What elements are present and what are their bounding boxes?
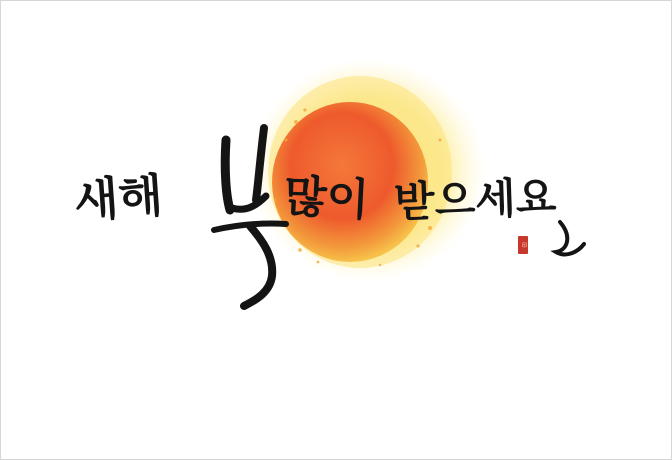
seal-text: 印: [520, 242, 527, 248]
red-seal-stamp: [518, 236, 528, 254]
word-badeuseyo: 받으세요: [393, 172, 558, 227]
new-year-greeting: [60, 165, 600, 285]
word-saehae: 새해: [72, 167, 165, 229]
word-mani: 많이: [282, 170, 371, 227]
